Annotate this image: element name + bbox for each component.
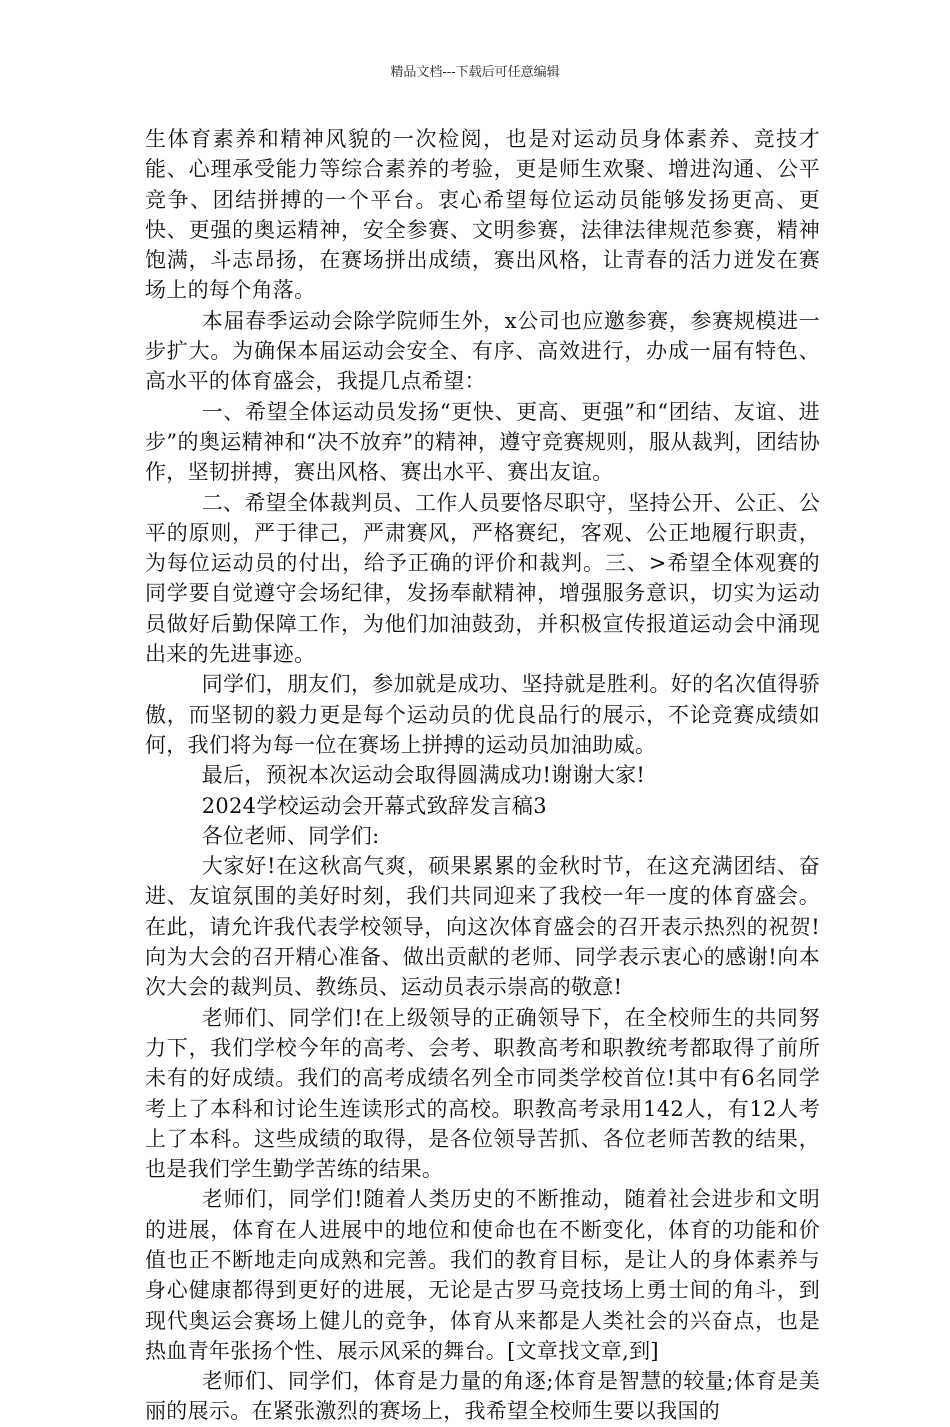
paragraph: 大家好!在这秋高气爽，硕果累累的金秋时节，在这充满团结、奋进、友谊氛围的美好时刻，我们共同迎来了我校一年一度的体育盛会。在此，请允许我代表学校领导，向这次体育盛会的召开表示热烈的祝贺!向为大会的召开精心准备、做出贡献的老师、同学表示衷心的感谢!向本次大会的裁判员、教练员、运动员表示崇高的敬意! [145,854,820,1000]
paragraph: 生体育素养和精神风貌的一次检阅，也是对运动员身体素养、竞技才能、心理承受能力等综合素养的考验，更是师生欢聚、增进沟通、公平竞争、团结拼搏的一个平台。衷心希望每位运动员能够发扬更高、更快、更强的奥运精神，安全参赛、文明参赛，法律法律规范参赛，精神饱满，斗志昂扬，在赛场拼出成绩，赛出风格，让青春的活力迸发在赛场上的每个角落。 [145,127,820,303]
paragraph: 二、希望全体裁判员、工作人员要恪尽职守，坚持公开、公正、公平的原则，严于律己，严肃赛风，严格赛纪，客观、公正地履行职责，为每位运动员的付出，给予正确的评价和裁判。三、>希望全体观赛的同学要自觉遵守会场纪律，发扬奉献精神，增强服务意识，切实为运动员做好后勤保障工作，为他们加油鼓劲，并积极宣传报道运动会中涌现出来的先进事迹。 [145,490,820,667]
page-header: 精品文档---下载后可任意编辑 [390,65,560,80]
paragraph: 一、希望全体运动员发扬“更快、更高、更强”和“团结、友谊、进步”的奥运精神和“决不放弃”的精神，遵守竞赛规则，服从裁判，团结协作，坚韧拼搏，赛出风格、赛出水平、赛出友谊。 [145,399,820,485]
paragraph: 同学们，朋友们，参加就是成功、坚持就是胜利。好的名次值得骄傲，而坚韧的毅力更是每个运动员的优良品行的展示，不论竞赛成绩如何，我们将为每一位在赛场上拼搏的运动员加油助威。 [145,672,820,757]
salutation: 各位老师、同学们: [201,823,380,848]
paragraph: 本届春季运动会除学院师生外，x公司也应邀参赛，参赛规模进一步扩大。为确保本届运动会安全、有序、高效进行，办成一届有特色、高水平的体育盛会，我提几点希望： [145,308,820,394]
paragraph: 最后，预祝本次运动会取得圆满成功!谢谢大家! [201,763,646,788]
paragraph: 老师们，同学们!随着人类历史的不断推动，随着社会进步和文明的进展，体育在人进展中的地位和使命也在不断变化，体育的功能和价值也正不断地走向成熟和完善。我们的教育目标，是让人的身体素养与身心健康都得到更好的进展，无论是古罗马竞技场上勇士间的角斗，到现代奥运会赛场上健儿的竞争，体育从来都是人类社会的兴奋点，也是热血青年张扬个性、展示风采的舞台。[文章找文章,到] [145,1187,820,1363]
paragraph: 老师们、同学们，体育是力量的角逐;体育是智慧的较量;体育是美丽的展示。在紧张激烈的赛场上，我希望全校师生要以我国的 [145,1369,820,1424]
section-title: 2024学校运动会开幕式致辞发言稿3 [201,793,547,818]
paragraph: 老师们、同学们!在上级领导的正确领导下，在全校师生的共同努力下，我们学校今年的高考、会考、职教高考和职教统考都取得了前所未有的好成绩。我们的高考成绩名列全市同类学校首位!其中有6名同学考上了本科和讨论生连读形式的高校。职教高考录用142人，有12人考上了本科。这些成绩的取得，是各位领导苦抓、各位老师苦教的结果，也是我们学生勤学苦练的结果。 [145,1005,820,1182]
document-body [145,124,820,1427]
